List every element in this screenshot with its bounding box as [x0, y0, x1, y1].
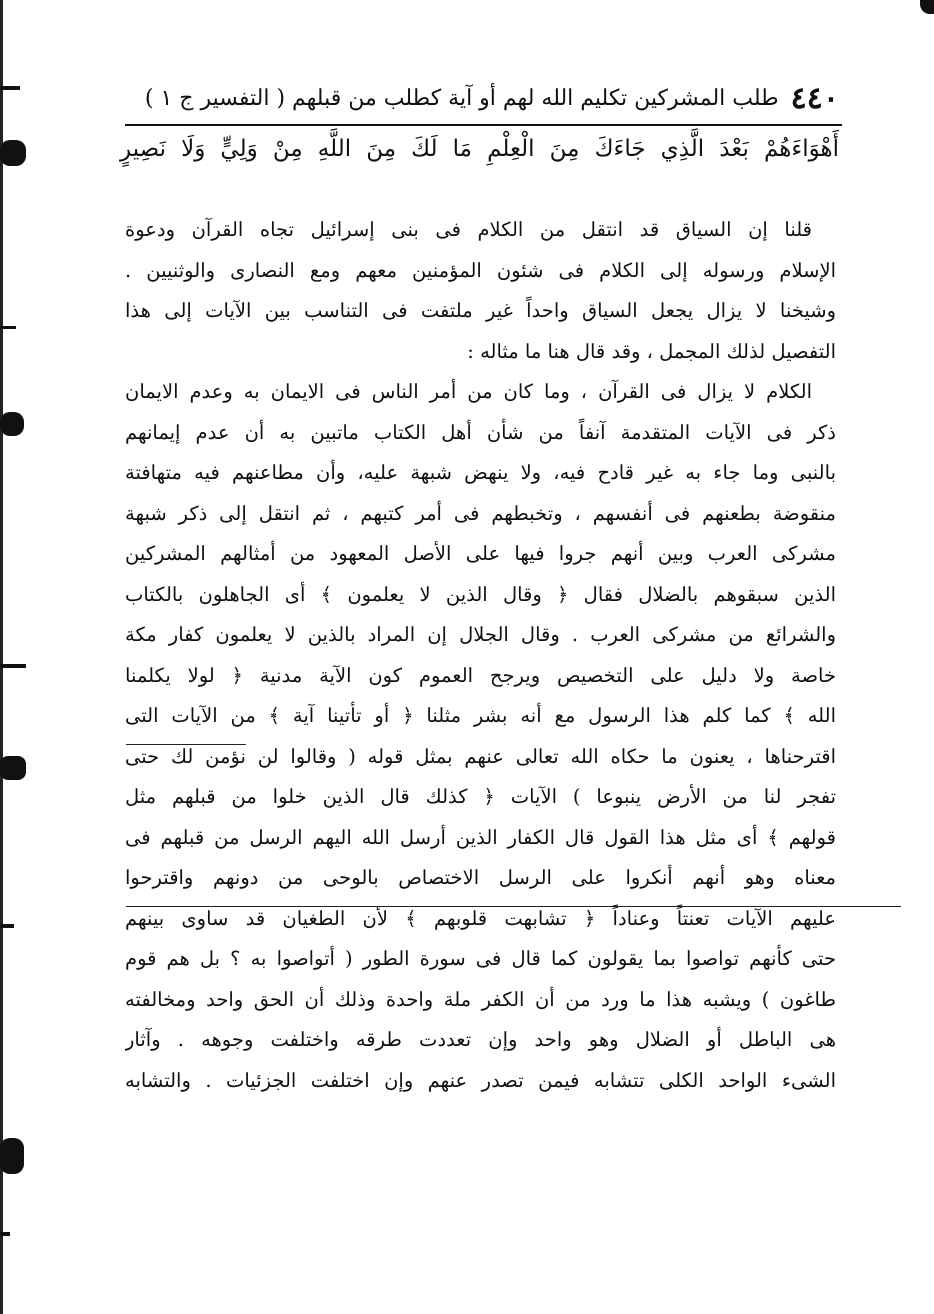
text-line: الله ﴾ كما كلم هذا الرسول مع أنه بشر مثلنا ﴿ أو تأتينا آية ﴾ من الآيات التى — [125, 704, 836, 727]
text-line: اقترحناها ، يعنون ما حكاه الله تعالى عنهم بمثل قوله ( وقالوا لن نؤمن لك حتى — [125, 744, 836, 768]
binding-edge — [0, 0, 3, 1314]
page-header — [130, 78, 839, 118]
text-line: منقوضة بطعنهم فى أنفسهم ، وتخبطهم فى أمر كتبهم ، ثم انتقل إلى ذكر شبهة — [125, 501, 836, 525]
text-line: الذين سبقوهم بالضلال فقال ﴿ وقال الذين لا يعلمون ﴾ أى الجاهلون بالكتاب — [125, 582, 836, 606]
running-head: طلب المشركين تكليم الله لهم أو آية كطلب من قبلهم ( التفسير ج ١ ) — [144, 85, 779, 111]
text-line: قولهم ﴾ أى مثل هذا القول قال الكفار الذين أرسل الله اليهم الرسل من قبلهم فى — [125, 825, 836, 849]
page-number: ٤٤٠ — [790, 80, 839, 116]
scan-corner-mark — [920, 0, 934, 14]
binding-mark — [0, 924, 14, 928]
binding-mark — [0, 412, 24, 436]
binding-mark — [0, 756, 26, 780]
text-line: تفجر لنا من الأرض ينبوعا ) الآيات ﴿ كذلك قال الذين خلوا من قبلهم مثل — [125, 785, 836, 808]
text-line: الكلام لا يزال فى القرآن ، وما كان من أمر الناس فى الايمان به وعدم الايمان — [125, 380, 812, 403]
text-line: عليهم الآيات تعنتاً وعناداً ﴿ تشابهت قلوبهم ﴾ لأن الطغيان قد ساوى بينهم — [125, 906, 836, 930]
text-line: الشىء الواحد الكلى تتشابه فيمن تصدر عنهم وإن اختلفت الجزئيات . والتشابه — [125, 1068, 836, 1092]
text-line: الإسلام ورسوله إلى الكلام فى شئون المؤمنين معهم ومع النصارى والوثنيين . — [125, 258, 836, 282]
binding-mark — [0, 140, 26, 166]
text-line: ذكر فى الآيات المتقدمة آنفاً من شأن أهل الكتاب ماتبين به أن عدم إيمانهم — [125, 420, 836, 444]
text-line: التفصيل لذلك المجمل ، وقد قال هنا ما مثاله : — [467, 339, 836, 363]
header-rule — [125, 124, 842, 126]
text-line: خاصة ولا دليل على التخصيص ويرجح العموم كون الآية مدنية ﴿ لولا يكلمنا — [125, 663, 836, 687]
text-line: مشركى العرب وبين أنهم جروا فيها على الأصل المعهود من أمثالهم المشركين — [125, 542, 836, 565]
handwritten-underline — [126, 744, 246, 745]
text-line: هى الباطل أو الضلال وهو واحد وإن تعددت طرقه واختلفت وجوهه . وآثار — [125, 1028, 836, 1051]
binding-mark — [0, 1232, 10, 1236]
text-line: وشيخنا لا يزال يجعل السياق واحداً غير ملتفت فى التناسب بين الآيات إلى هذا — [125, 299, 836, 322]
body-text — [125, 210, 836, 1101]
quran-verse: أَهْوَاءَهُمْ بَعْدَ الَّذِي جَاءَكَ مِنَ الْعِلْمِ مَا لَكَ مِنَ اللَّهِ مِنْ وَلِيٍّ وَلَا نَصِيرٍ — [120, 136, 839, 162]
text-line: معناه وهو أنهم أنكروا على الرسل الاختصاص بالوحى من دونهم واقترحوا — [125, 866, 836, 889]
binding-mark — [0, 86, 20, 90]
handwritten-underline — [126, 906, 901, 907]
binding-mark — [0, 326, 16, 329]
text-line: قلنا إن السياق قد انتقل من الكلام فى بنى إسرائيل تجاه القرآن ودعوة — [125, 218, 812, 241]
binding-mark — [0, 1138, 24, 1174]
binding-mark — [0, 664, 26, 668]
text-line: طاغون ) ويشبه هذا ما ورد من أن الكفر ملة واحدة وذلك أن الحق واحد ومخالفته — [125, 987, 836, 1011]
text-line: حتى كأنهم تواصوا بما يقولون كما قال فى سورة الطور ( أتواصوا به ؟ بل هم قوم — [125, 947, 836, 970]
text-line: بالنبى وما جاء به غير قادح فيه، ولا ينهض شبهة عليه، وأن مطاعنهم فيه متهافتة — [125, 461, 836, 484]
text-line: والشرائع من مشركى العرب . وقال الجلال إن المراد بالذين لا يعلمون كفار مكة — [125, 623, 836, 646]
